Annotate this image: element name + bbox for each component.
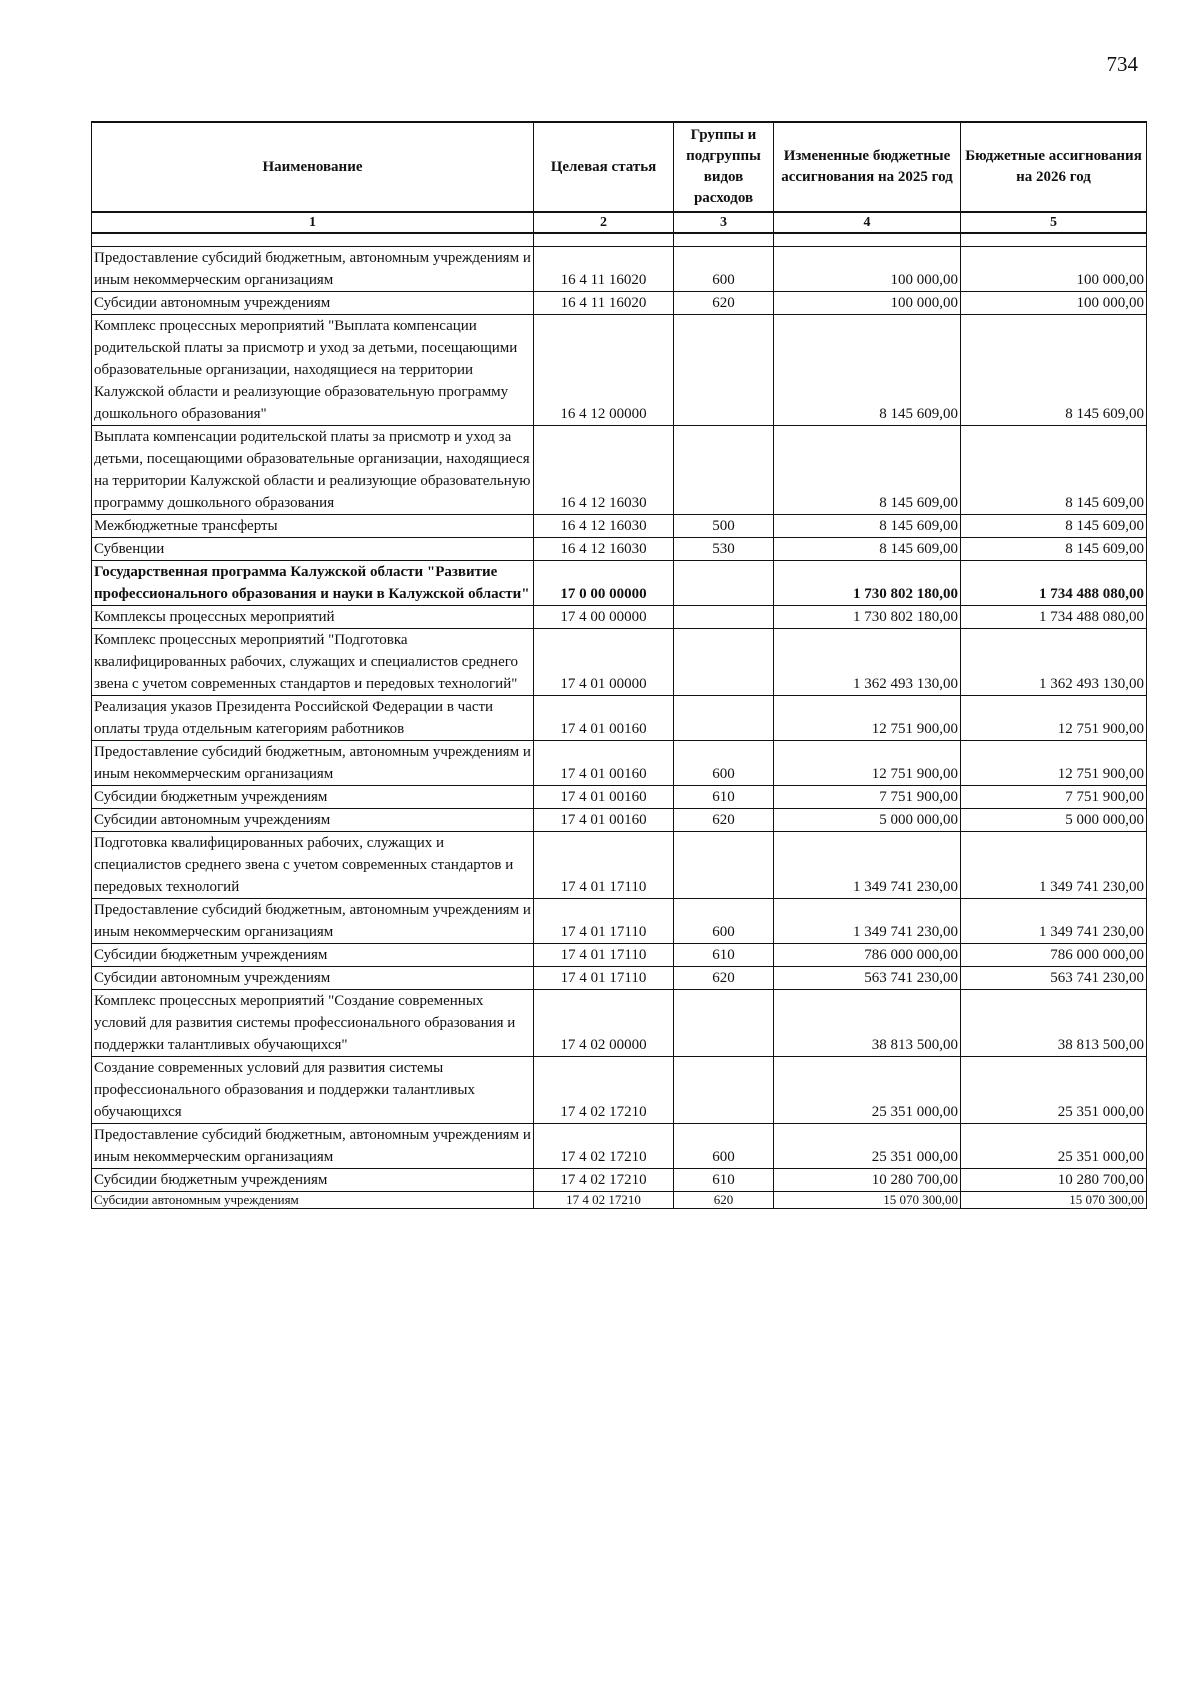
- row-name: Субсидии бюджетным учреждениям: [92, 1169, 534, 1192]
- row-target-article: 17 4 01 00160: [534, 696, 674, 741]
- row-amount-2026: 8 145 609,00: [961, 538, 1147, 561]
- col-number-4: 4: [774, 212, 961, 233]
- row-expense-group: 500: [674, 515, 774, 538]
- row-name: Субсидии бюджетным учреждениям: [92, 786, 534, 809]
- row-amount-2025: 786 000 000,00: [774, 944, 961, 967]
- row-name: Предоставление субсидий бюджетным, автономным учреждениям и иным некоммерческим организациям: [92, 247, 534, 292]
- row-amount-2025: 100 000,00: [774, 247, 961, 292]
- table-row: [92, 606, 1147, 629]
- row-expense-group: 610: [674, 944, 774, 967]
- row-amount-2026: 1 734 488 080,00: [961, 561, 1147, 606]
- row-name: Выплата компенсации родительской платы за присмотр и уход за детьми, посещающими образовательные организации, находящиеся на территории Калужской области и реализующие образовательную программу дошкольного образования: [92, 426, 534, 515]
- spacer-row: [92, 233, 1147, 247]
- row-amount-2026: 1 349 741 230,00: [961, 899, 1147, 944]
- row-amount-2025: 12 751 900,00: [774, 741, 961, 786]
- row-amount-2026: 1 362 493 130,00: [961, 629, 1147, 696]
- row-name: Подготовка квалифицированных рабочих, служащих и специалистов среднего звена с учетом современных стандартов и передовых технологий: [92, 832, 534, 899]
- row-amount-2026: 12 751 900,00: [961, 696, 1147, 741]
- row-amount-2026: 563 741 230,00: [961, 967, 1147, 990]
- table-body: [92, 247, 1147, 1209]
- row-amount-2026: 12 751 900,00: [961, 741, 1147, 786]
- row-target-article: 17 4 01 00160: [534, 786, 674, 809]
- table-row: [92, 247, 1147, 292]
- row-target-article: 16 4 12 00000: [534, 315, 674, 426]
- row-expense-group: [674, 629, 774, 696]
- row-expense-group: [674, 315, 774, 426]
- row-amount-2026: 38 813 500,00: [961, 990, 1147, 1057]
- row-target-article: 17 4 02 17210: [534, 1124, 674, 1169]
- row-amount-2026: 8 145 609,00: [961, 426, 1147, 515]
- row-target-article: 16 4 12 16030: [534, 426, 674, 515]
- table-row: [92, 1057, 1147, 1124]
- row-amount-2025: 1 349 741 230,00: [774, 832, 961, 899]
- row-expense-group: 620: [674, 809, 774, 832]
- row-expense-group: [674, 832, 774, 899]
- row-amount-2025: 1 730 802 180,00: [774, 561, 961, 606]
- spacer-cell: [92, 233, 534, 247]
- row-target-article: 16 4 11 16020: [534, 247, 674, 292]
- row-name: Предоставление субсидий бюджетным, автономным учреждениям и иным некоммерческим организациям: [92, 899, 534, 944]
- row-amount-2025: 563 741 230,00: [774, 967, 961, 990]
- row-amount-2025: 8 145 609,00: [774, 538, 961, 561]
- row-expense-group: 620: [674, 1192, 774, 1209]
- table-row: [92, 696, 1147, 741]
- row-amount-2025: 1 362 493 130,00: [774, 629, 961, 696]
- row-expense-group: [674, 426, 774, 515]
- table-row: [92, 899, 1147, 944]
- row-target-article: 16 4 11 16020: [534, 292, 674, 315]
- row-amount-2025: 1 349 741 230,00: [774, 899, 961, 944]
- budget-table: [91, 121, 1147, 1209]
- row-amount-2026: 786 000 000,00: [961, 944, 1147, 967]
- spacer-cell: [961, 233, 1147, 247]
- row-amount-2026: 1 734 488 080,00: [961, 606, 1147, 629]
- row-expense-group: 530: [674, 538, 774, 561]
- row-target-article: 17 4 00 00000: [534, 606, 674, 629]
- row-amount-2026: 100 000,00: [961, 247, 1147, 292]
- row-amount-2025: 1 730 802 180,00: [774, 606, 961, 629]
- spacer-cell: [674, 233, 774, 247]
- row-amount-2025: 8 145 609,00: [774, 426, 961, 515]
- row-target-article: 16 4 12 16030: [534, 515, 674, 538]
- row-amount-2026: 8 145 609,00: [961, 315, 1147, 426]
- row-name: Субсидии автономным учреждениям: [92, 809, 534, 832]
- row-amount-2025: 8 145 609,00: [774, 515, 961, 538]
- row-amount-2026: 8 145 609,00: [961, 515, 1147, 538]
- table-row: [92, 1169, 1147, 1192]
- table-row: [92, 967, 1147, 990]
- row-amount-2025: 8 145 609,00: [774, 315, 961, 426]
- row-expense-group: [674, 990, 774, 1057]
- row-target-article: 17 4 01 00160: [534, 809, 674, 832]
- row-name: Субсидии автономным учреждениям: [92, 292, 534, 315]
- row-amount-2025: 15 070 300,00: [774, 1192, 961, 1209]
- col-header-name: Наименование: [92, 122, 534, 212]
- row-target-article: 17 4 02 17210: [534, 1057, 674, 1124]
- row-expense-group: 610: [674, 1169, 774, 1192]
- table-row: [92, 538, 1147, 561]
- row-target-article: 17 4 01 17110: [534, 944, 674, 967]
- col-header-expense-groups: Группы и подгруппы видов расходов: [674, 122, 774, 212]
- row-amount-2025: 25 351 000,00: [774, 1057, 961, 1124]
- row-target-article: 16 4 12 16030: [534, 538, 674, 561]
- spacer-cell: [534, 233, 674, 247]
- row-name: Комплекс процессных мероприятий "Выплата компенсации родительской платы за присмотр и уход за детьми, посещающими образовательные организации, находящиеся на территории Калужской области и реализующие образовательную программу дошкольного образования": [92, 315, 534, 426]
- row-amount-2025: 100 000,00: [774, 292, 961, 315]
- row-expense-group: 620: [674, 292, 774, 315]
- row-name: Предоставление субсидий бюджетным, автономным учреждениям и иным некоммерческим организациям: [92, 741, 534, 786]
- row-name: Комплекс процессных мероприятий "Создание современных условий для развития системы профессионального образования и поддержки талантливых обучающихся": [92, 990, 534, 1057]
- col-number-3: 3: [674, 212, 774, 233]
- row-target-article: 17 4 01 00160: [534, 741, 674, 786]
- row-expense-group: [674, 696, 774, 741]
- row-name: Субсидии автономным учреждениям: [92, 967, 534, 990]
- row-expense-group: 600: [674, 899, 774, 944]
- row-target-article: 17 4 01 00000: [534, 629, 674, 696]
- row-target-article: 17 4 01 17110: [534, 832, 674, 899]
- row-amount-2025: 7 751 900,00: [774, 786, 961, 809]
- row-expense-group: 610: [674, 786, 774, 809]
- row-target-article: 17 0 00 00000: [534, 561, 674, 606]
- row-amount-2026: 10 280 700,00: [961, 1169, 1147, 1192]
- row-amount-2026: 15 070 300,00: [961, 1192, 1147, 1209]
- col-number-1: 1: [92, 212, 534, 233]
- row-target-article: 17 4 01 17110: [534, 967, 674, 990]
- table-row: [92, 426, 1147, 515]
- row-name: Субсидии автономным учреждениям: [92, 1192, 534, 1209]
- row-expense-group: 600: [674, 1124, 774, 1169]
- row-name: Субвенции: [92, 538, 534, 561]
- row-name: Создание современных условий для развития системы профессионального образования и поддержки талантливых обучающихся: [92, 1057, 534, 1124]
- row-amount-2026: 5 000 000,00: [961, 809, 1147, 832]
- row-amount-2025: 10 280 700,00: [774, 1169, 961, 1192]
- table-row: [92, 629, 1147, 696]
- row-expense-group: 600: [674, 247, 774, 292]
- table-row: [92, 515, 1147, 538]
- col-number-2: 2: [534, 212, 674, 233]
- row-amount-2026: 7 751 900,00: [961, 786, 1147, 809]
- col-header-target-article: Целевая статья: [534, 122, 674, 212]
- page-number: 734: [1106, 52, 1138, 76]
- table-row: [92, 741, 1147, 786]
- col-header-2025: Измененные бюджетные ассигнования на 2025 год: [774, 122, 961, 212]
- row-name: Государственная программа Калужской области "Развитие профессионального образования и науки в Калужской области": [92, 561, 534, 606]
- row-amount-2025: 38 813 500,00: [774, 990, 961, 1057]
- column-number-row: [92, 212, 1147, 233]
- header-row: [92, 122, 1147, 212]
- row-amount-2025: 5 000 000,00: [774, 809, 961, 832]
- row-target-article: 17 4 02 17210: [534, 1192, 674, 1209]
- table-row: [92, 315, 1147, 426]
- table-row: [92, 786, 1147, 809]
- col-header-2026: Бюджетные ассигнования на 2026 год: [961, 122, 1147, 212]
- row-target-article: 17 4 01 17110: [534, 899, 674, 944]
- table-row: [92, 292, 1147, 315]
- table-row: [92, 1192, 1147, 1209]
- table-row: [92, 944, 1147, 967]
- row-expense-group: [674, 561, 774, 606]
- row-name: Предоставление субсидий бюджетным, автономным учреждениям и иным некоммерческим организациям: [92, 1124, 534, 1169]
- spacer-cell: [774, 233, 961, 247]
- col-number-5: 5: [961, 212, 1147, 233]
- row-name: Реализация указов Президента Российской Федерации в части оплаты труда отдельным категориям работников: [92, 696, 534, 741]
- row-expense-group: 620: [674, 967, 774, 990]
- row-expense-group: [674, 606, 774, 629]
- table-row: [92, 561, 1147, 606]
- row-amount-2025: 12 751 900,00: [774, 696, 961, 741]
- row-name: Субсидии бюджетным учреждениям: [92, 944, 534, 967]
- row-name: Межбюджетные трансферты: [92, 515, 534, 538]
- table-row: [92, 990, 1147, 1057]
- table-row: [92, 809, 1147, 832]
- row-amount-2025: 25 351 000,00: [774, 1124, 961, 1169]
- row-name: Комплексы процессных мероприятий: [92, 606, 534, 629]
- row-target-article: 17 4 02 17210: [534, 1169, 674, 1192]
- table-row: [92, 1124, 1147, 1169]
- row-amount-2026: 1 349 741 230,00: [961, 832, 1147, 899]
- table-row: [92, 832, 1147, 899]
- row-expense-group: [674, 1057, 774, 1124]
- row-target-article: 17 4 02 00000: [534, 990, 674, 1057]
- row-amount-2026: 25 351 000,00: [961, 1124, 1147, 1169]
- row-amount-2026: 25 351 000,00: [961, 1057, 1147, 1124]
- row-expense-group: 600: [674, 741, 774, 786]
- row-name: Комплекс процессных мероприятий "Подготовка квалифицированных рабочих, служащих и специалистов среднего звена с учетом современных стандартов и передовых технологий": [92, 629, 534, 696]
- row-amount-2026: 100 000,00: [961, 292, 1147, 315]
